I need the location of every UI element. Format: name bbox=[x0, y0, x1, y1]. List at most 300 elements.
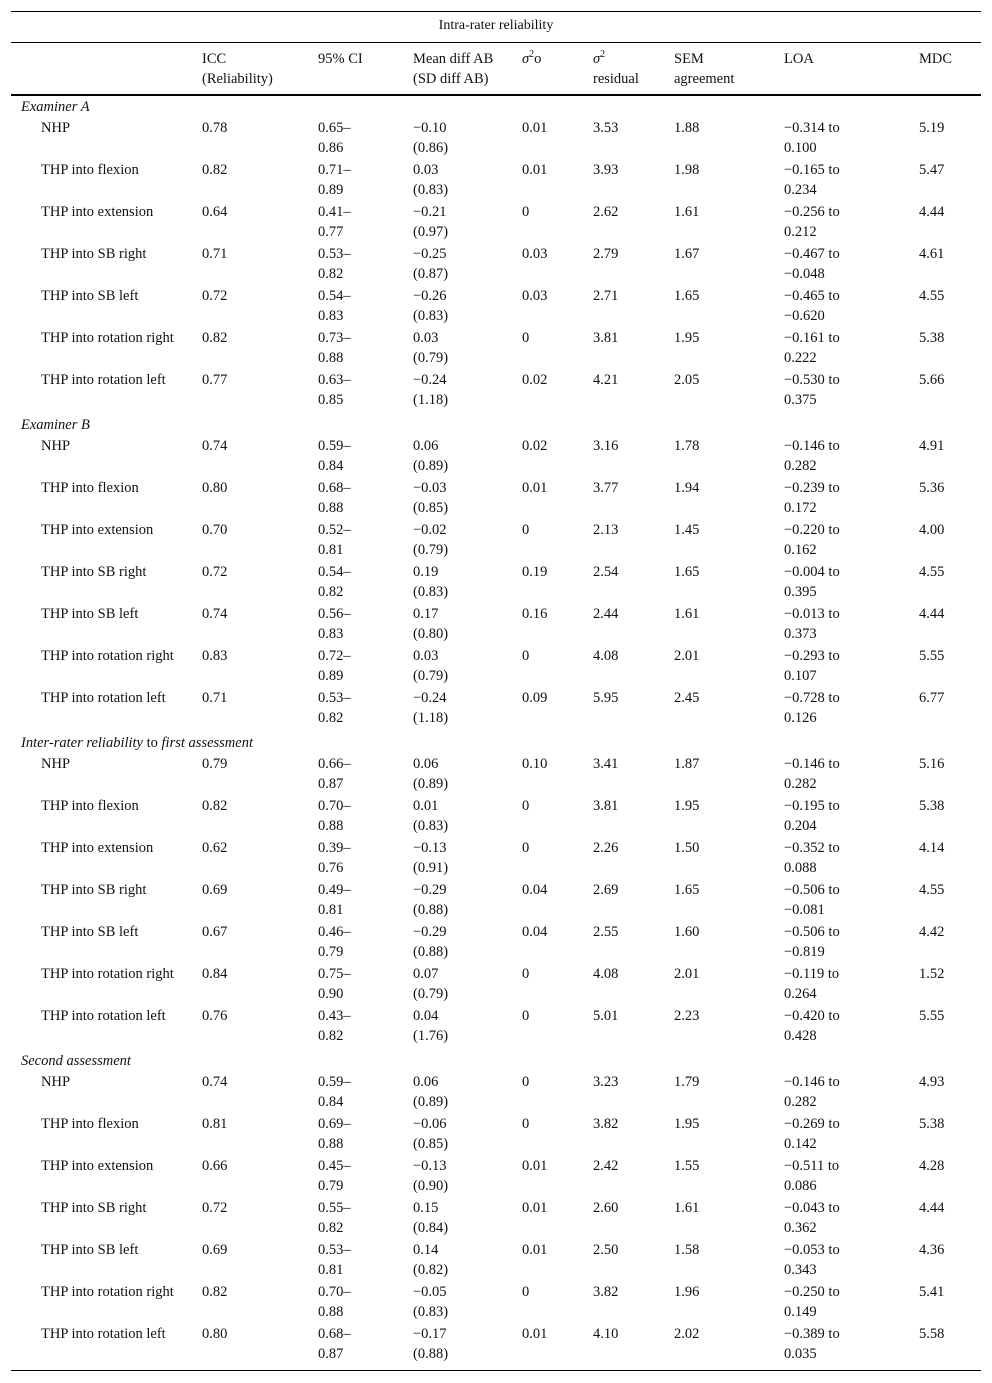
cell-md-line: 0.03 bbox=[413, 162, 439, 178]
cell-mdc: 4.61 bbox=[919, 246, 945, 262]
row-label: THP into extension bbox=[41, 204, 154, 220]
header-sem bbox=[674, 49, 734, 89]
cell-ci-line: 0.49– bbox=[318, 882, 351, 898]
cell-so: 0.01 bbox=[522, 162, 548, 178]
header-mean-diff-line2: (SD diff AB) bbox=[413, 71, 489, 87]
row-label: THP into extension bbox=[41, 1158, 154, 1174]
cell-sr: 5.95 bbox=[593, 690, 619, 706]
cell-loa-line: 0.343 bbox=[784, 1262, 817, 1278]
cell-md-line: (1.18) bbox=[413, 710, 449, 726]
row-label: NHP bbox=[41, 120, 71, 136]
cell-loa-line: −0.465 to bbox=[784, 288, 840, 304]
cell-loa-line: 0.204 bbox=[784, 818, 817, 834]
header-sigma-o-symbol: σ bbox=[522, 51, 530, 67]
cell-md bbox=[413, 244, 448, 284]
cell-md-line: −0.10 bbox=[413, 120, 447, 136]
cell-icc: 0.64 bbox=[202, 204, 228, 220]
cell-md bbox=[413, 1324, 448, 1364]
header-loa-line1: LOA bbox=[784, 51, 814, 67]
header-mdc-line1: MDC bbox=[919, 51, 953, 67]
cell-ci bbox=[318, 1198, 351, 1238]
cell-md bbox=[413, 688, 448, 728]
cell-mdc: 4.91 bbox=[919, 438, 945, 454]
cell-loa bbox=[784, 478, 840, 518]
row-label: NHP bbox=[41, 438, 71, 454]
cell-ci-line: 0.71– bbox=[318, 162, 351, 178]
section-title-text: Examiner A bbox=[21, 99, 90, 115]
cell-mdc: 4.28 bbox=[919, 1158, 945, 1174]
row-label: THP into SB left bbox=[41, 924, 139, 940]
cell-ci bbox=[318, 922, 351, 962]
row-label: THP into rotation right bbox=[41, 648, 174, 664]
cell-ci-line: 0.54– bbox=[318, 564, 351, 580]
cell-ci bbox=[318, 646, 351, 686]
header-mean-diff bbox=[413, 49, 493, 89]
cell-sr: 2.55 bbox=[593, 924, 619, 940]
cell-ci-line: 0.70– bbox=[318, 798, 351, 814]
cell-sr: 3.82 bbox=[593, 1116, 619, 1132]
header-mean-diff-line1: Mean diff AB bbox=[413, 51, 494, 67]
cell-ci-line: 0.81 bbox=[318, 542, 344, 558]
cell-loa-line: 0.373 bbox=[784, 626, 817, 642]
cell-icc: 0.69 bbox=[202, 1242, 228, 1258]
cell-so: 0.04 bbox=[522, 924, 548, 940]
cell-icc: 0.82 bbox=[202, 1284, 228, 1300]
row-label: THP into rotation left bbox=[41, 372, 166, 388]
cell-md-line: (0.89) bbox=[413, 1094, 449, 1110]
cell-sem: 1.61 bbox=[674, 1200, 700, 1216]
cell-loa bbox=[784, 370, 840, 410]
cell-ci bbox=[318, 796, 351, 836]
cell-md-line: (0.82) bbox=[413, 1262, 449, 1278]
cell-sr: 2.71 bbox=[593, 288, 619, 304]
row-label: NHP bbox=[41, 756, 71, 772]
cell-so: 0.03 bbox=[522, 246, 548, 262]
cell-ci-line: 0.66– bbox=[318, 756, 351, 772]
cell-loa-line: −0.420 to bbox=[784, 1008, 840, 1024]
cell-loa-line: −0.269 to bbox=[784, 1116, 840, 1132]
cell-sr: 2.50 bbox=[593, 1242, 619, 1258]
cell-loa bbox=[784, 436, 840, 476]
cell-ci-line: 0.81 bbox=[318, 902, 344, 918]
cell-loa-line: 0.282 bbox=[784, 1094, 817, 1110]
section-title-suffix: first assessment bbox=[161, 735, 253, 751]
cell-loa-line: −0.146 to bbox=[784, 438, 840, 454]
cell-loa-line: −0.220 to bbox=[784, 522, 840, 538]
cell-sr: 5.01 bbox=[593, 1008, 619, 1024]
cell-so: 0.01 bbox=[522, 120, 548, 136]
cell-sem: 1.61 bbox=[674, 204, 700, 220]
cell-md-line: (0.83) bbox=[413, 182, 449, 198]
section-title-connector: to bbox=[143, 735, 162, 751]
cell-icc: 0.84 bbox=[202, 966, 228, 982]
cell-sr: 4.08 bbox=[593, 966, 619, 982]
cell-mdc: 4.93 bbox=[919, 1074, 945, 1090]
cell-sem: 1.65 bbox=[674, 564, 700, 580]
cell-so: 0 bbox=[522, 966, 530, 982]
cell-mdc: 4.55 bbox=[919, 564, 945, 580]
cell-sem: 1.60 bbox=[674, 924, 700, 940]
cell-md-line: −0.13 bbox=[413, 1158, 447, 1174]
cell-ci-line: 0.87 bbox=[318, 776, 344, 792]
cell-ci-line: 0.41– bbox=[318, 204, 351, 220]
cell-ci-line: 0.72– bbox=[318, 648, 351, 664]
row-label: THP into flexion bbox=[41, 1116, 139, 1132]
cell-md bbox=[413, 922, 448, 962]
cell-ci bbox=[318, 286, 351, 326]
row-label: THP into flexion bbox=[41, 162, 139, 178]
cell-md-line: −0.03 bbox=[413, 480, 447, 496]
cell-mdc: 4.36 bbox=[919, 1242, 945, 1258]
cell-ci-line: 0.39– bbox=[318, 840, 351, 856]
cell-sr: 3.93 bbox=[593, 162, 619, 178]
cell-md bbox=[413, 1198, 448, 1238]
cell-ci-line: 0.53– bbox=[318, 246, 351, 262]
cell-mdc: 6.77 bbox=[919, 690, 945, 706]
cell-icc: 0.80 bbox=[202, 1326, 228, 1342]
cell-loa bbox=[784, 1240, 840, 1280]
cell-ci-line: 0.73– bbox=[318, 330, 351, 346]
cell-icc: 0.74 bbox=[202, 438, 228, 454]
cell-ci-line: 0.55– bbox=[318, 1200, 351, 1216]
cell-md-line: 0.15 bbox=[413, 1200, 439, 1216]
cell-ci-line: 0.84 bbox=[318, 458, 344, 474]
cell-ci-line: 0.88 bbox=[318, 1136, 344, 1152]
cell-mdc: 5.38 bbox=[919, 1116, 945, 1132]
cell-loa-line: −0.506 to bbox=[784, 924, 840, 940]
cell-sem: 2.01 bbox=[674, 648, 700, 664]
cell-sem: 1.67 bbox=[674, 246, 700, 262]
cell-loa-line: −0.239 to bbox=[784, 480, 840, 496]
cell-md-line: 0.01 bbox=[413, 798, 439, 814]
header-sigma-res-sup: 2 bbox=[600, 49, 606, 60]
cell-loa bbox=[784, 838, 840, 878]
cell-ci-line: 0.82 bbox=[318, 710, 344, 726]
cell-sem: 2.02 bbox=[674, 1326, 700, 1342]
cell-md-line: −0.29 bbox=[413, 924, 447, 940]
cell-ci bbox=[318, 604, 351, 644]
cell-loa-line: −0.161 to bbox=[784, 330, 840, 346]
cell-icc: 0.74 bbox=[202, 606, 228, 622]
cell-ci-line: 0.82 bbox=[318, 266, 344, 282]
cell-loa-line: 0.107 bbox=[784, 668, 817, 684]
cell-ci-line: 0.83 bbox=[318, 308, 344, 324]
section-title bbox=[21, 733, 253, 753]
cell-sr: 3.82 bbox=[593, 1284, 619, 1300]
cell-so: 0 bbox=[522, 1284, 530, 1300]
row-label: THP into SB left bbox=[41, 1242, 139, 1258]
cell-sr: 3.81 bbox=[593, 798, 619, 814]
cell-sr: 3.23 bbox=[593, 1074, 619, 1090]
cell-sem: 1.96 bbox=[674, 1284, 700, 1300]
cell-mdc: 4.44 bbox=[919, 204, 945, 220]
cell-md bbox=[413, 118, 448, 158]
cell-ci-line: 0.79 bbox=[318, 944, 344, 960]
cell-mdc: 4.42 bbox=[919, 924, 945, 940]
cell-md-line: (0.97) bbox=[413, 224, 449, 240]
section-title-text: Inter-rater reliability bbox=[21, 735, 143, 751]
cell-ci bbox=[318, 478, 351, 518]
cell-loa bbox=[784, 796, 840, 836]
cell-ci-line: 0.82 bbox=[318, 1220, 344, 1236]
cell-mdc: 5.19 bbox=[919, 120, 945, 136]
cell-ci-line: 0.56– bbox=[318, 606, 351, 622]
cell-mdc: 5.55 bbox=[919, 1008, 945, 1024]
cell-so: 0.01 bbox=[522, 480, 548, 496]
cell-md-line: (0.87) bbox=[413, 266, 449, 282]
cell-so: 0 bbox=[522, 330, 530, 346]
cell-ci-line: 0.84 bbox=[318, 1094, 344, 1110]
cell-md-line: −0.21 bbox=[413, 204, 447, 220]
cell-loa bbox=[784, 1282, 840, 1322]
cell-md bbox=[413, 646, 448, 686]
cell-ci-line: 0.68– bbox=[318, 480, 351, 496]
cell-loa-line: 0.126 bbox=[784, 710, 817, 726]
caption-rule bbox=[11, 42, 981, 43]
header-sigma-residual bbox=[593, 49, 639, 89]
cell-loa bbox=[784, 1006, 840, 1046]
row-label: THP into SB right bbox=[41, 882, 147, 898]
cell-md-line: −0.05 bbox=[413, 1284, 447, 1300]
cell-icc: 0.72 bbox=[202, 288, 228, 304]
cell-sem: 2.23 bbox=[674, 1008, 700, 1024]
cell-md bbox=[413, 880, 448, 920]
cell-loa-line: −0.004 to bbox=[784, 564, 840, 580]
cell-ci-line: 0.46– bbox=[318, 924, 351, 940]
cell-loa bbox=[784, 1072, 840, 1112]
cell-ci bbox=[318, 688, 351, 728]
cell-loa-line: 0.100 bbox=[784, 140, 817, 156]
cell-md-line: (0.85) bbox=[413, 1136, 449, 1152]
cell-icc: 0.62 bbox=[202, 840, 228, 856]
cell-sem: 1.98 bbox=[674, 162, 700, 178]
cell-sem: 1.65 bbox=[674, 882, 700, 898]
cell-sem: 1.65 bbox=[674, 288, 700, 304]
cell-md-line: −0.25 bbox=[413, 246, 447, 262]
row-label: THP into rotation left bbox=[41, 1008, 166, 1024]
cell-md-line: (0.88) bbox=[413, 1346, 449, 1362]
cell-ci-line: 0.63– bbox=[318, 372, 351, 388]
cell-loa bbox=[784, 646, 840, 686]
cell-md-line: (0.80) bbox=[413, 626, 449, 642]
cell-mdc: 5.38 bbox=[919, 798, 945, 814]
row-label: THP into SB right bbox=[41, 246, 147, 262]
cell-ci bbox=[318, 1282, 351, 1322]
cell-md-line: −0.06 bbox=[413, 1116, 447, 1132]
cell-so: 0 bbox=[522, 1008, 530, 1024]
cell-loa bbox=[784, 562, 840, 602]
header-icc bbox=[202, 49, 273, 89]
cell-loa-line: −0.081 bbox=[784, 902, 825, 918]
cell-ci bbox=[318, 880, 351, 920]
cell-ci-line: 0.43– bbox=[318, 1008, 351, 1024]
cell-loa bbox=[784, 754, 840, 794]
cell-md-line: (0.83) bbox=[413, 308, 449, 324]
cell-loa-line: −0.314 to bbox=[784, 120, 840, 136]
cell-sem: 1.45 bbox=[674, 522, 700, 538]
cell-md-line: 0.04 bbox=[413, 1008, 439, 1024]
cell-sr: 2.13 bbox=[593, 522, 619, 538]
cell-icc: 0.78 bbox=[202, 120, 228, 136]
cell-md bbox=[413, 202, 448, 242]
cell-md bbox=[413, 436, 448, 476]
cell-ci-line: 0.88 bbox=[318, 1304, 344, 1320]
cell-sem: 1.87 bbox=[674, 756, 700, 772]
cell-md-line: (0.86) bbox=[413, 140, 449, 156]
cell-sem: 1.95 bbox=[674, 1116, 700, 1132]
cell-ci bbox=[318, 1156, 351, 1196]
cell-loa-line: −0.250 to bbox=[784, 1284, 840, 1300]
cell-icc: 0.72 bbox=[202, 564, 228, 580]
cell-ci-line: 0.54– bbox=[318, 288, 351, 304]
section-title bbox=[21, 1051, 131, 1071]
cell-icc: 0.79 bbox=[202, 756, 228, 772]
cell-loa-line: 0.035 bbox=[784, 1346, 817, 1362]
cell-icc: 0.70 bbox=[202, 522, 228, 538]
cell-md bbox=[413, 754, 448, 794]
header-sigma-o-suffix: o bbox=[534, 51, 542, 67]
header-sigma-o-sup: 2 bbox=[529, 49, 535, 60]
cell-loa bbox=[784, 160, 840, 200]
header-mdc bbox=[919, 49, 952, 69]
table-caption: Intra-rater reliability bbox=[438, 18, 554, 33]
cell-icc: 0.80 bbox=[202, 480, 228, 496]
header-rule bbox=[11, 94, 981, 96]
cell-loa bbox=[784, 880, 840, 920]
cell-ci bbox=[318, 754, 351, 794]
cell-loa-line: −0.053 to bbox=[784, 1242, 840, 1258]
cell-md bbox=[413, 1156, 448, 1196]
header-sigma-o bbox=[522, 49, 541, 69]
cell-loa-line: 0.282 bbox=[784, 458, 817, 474]
cell-sem: 2.45 bbox=[674, 690, 700, 706]
cell-ci-line: 0.70– bbox=[318, 1284, 351, 1300]
cell-md-line: (0.83) bbox=[413, 1304, 449, 1320]
header-icc-line1: ICC bbox=[202, 51, 227, 67]
row-label: NHP bbox=[41, 1074, 71, 1090]
cell-md-line: −0.17 bbox=[413, 1326, 447, 1342]
cell-ci-line: 0.88 bbox=[318, 500, 344, 516]
cell-md-line: 0.03 bbox=[413, 330, 439, 346]
cell-md bbox=[413, 796, 448, 836]
cell-loa-line: 0.375 bbox=[784, 392, 817, 408]
cell-loa bbox=[784, 244, 840, 284]
cell-mdc: 5.41 bbox=[919, 1284, 945, 1300]
cell-md bbox=[413, 604, 448, 644]
cell-sr: 3.77 bbox=[593, 480, 619, 496]
cell-md-line: (0.89) bbox=[413, 776, 449, 792]
cell-loa-line: 0.142 bbox=[784, 1136, 817, 1152]
cell-so: 0.04 bbox=[522, 882, 548, 898]
cell-icc: 0.71 bbox=[202, 690, 228, 706]
cell-loa-line: −0.119 to bbox=[784, 966, 840, 982]
cell-md bbox=[413, 160, 448, 200]
cell-ci-line: 0.53– bbox=[318, 690, 351, 706]
cell-sr: 4.10 bbox=[593, 1326, 619, 1342]
cell-mdc: 5.36 bbox=[919, 480, 945, 496]
section-title-text: Second assessment bbox=[21, 1053, 131, 1069]
cell-icc: 0.66 bbox=[202, 1158, 228, 1174]
cell-so: 0.01 bbox=[522, 1158, 548, 1174]
cell-ci bbox=[318, 562, 351, 602]
cell-ci-line: 0.82 bbox=[318, 1028, 344, 1044]
cell-md-line: 0.06 bbox=[413, 1074, 439, 1090]
cell-loa-line: 0.362 bbox=[784, 1220, 817, 1236]
row-label: THP into rotation right bbox=[41, 330, 174, 346]
cell-md-line: (0.79) bbox=[413, 350, 449, 366]
cell-loa-line: −0.048 bbox=[784, 266, 825, 282]
cell-loa bbox=[784, 604, 840, 644]
cell-loa-line: −0.352 to bbox=[784, 840, 840, 856]
cell-so: 0.16 bbox=[522, 606, 548, 622]
header-loa bbox=[784, 49, 814, 69]
cell-loa bbox=[784, 1114, 840, 1154]
cell-loa bbox=[784, 1198, 840, 1238]
cell-loa-line: −0.195 to bbox=[784, 798, 840, 814]
cell-ci bbox=[318, 436, 351, 476]
cell-md-line: (0.90) bbox=[413, 1178, 449, 1194]
cell-mdc: 4.14 bbox=[919, 840, 945, 856]
row-label: THP into rotation right bbox=[41, 1284, 174, 1300]
cell-sem: 1.61 bbox=[674, 606, 700, 622]
cell-so: 0 bbox=[522, 1116, 530, 1132]
cell-ci-line: 0.88 bbox=[318, 350, 344, 366]
header-sigma-res-symbol: σ bbox=[593, 51, 601, 67]
cell-md-line: 0.14 bbox=[413, 1242, 439, 1258]
cell-sr: 3.81 bbox=[593, 330, 619, 346]
cell-sr: 4.08 bbox=[593, 648, 619, 664]
cell-mdc: 4.44 bbox=[919, 606, 945, 622]
cell-icc: 0.77 bbox=[202, 372, 228, 388]
header-icc-line2: (Reliability) bbox=[202, 71, 273, 87]
cell-icc: 0.82 bbox=[202, 798, 228, 814]
cell-md-line: (0.79) bbox=[413, 542, 449, 558]
cell-ci-line: 0.68– bbox=[318, 1326, 351, 1342]
cell-sem: 1.78 bbox=[674, 438, 700, 454]
cell-ci bbox=[318, 964, 351, 1004]
cell-ci-line: 0.65– bbox=[318, 120, 351, 136]
cell-so: 0.02 bbox=[522, 372, 548, 388]
row-label: THP into rotation left bbox=[41, 1326, 166, 1342]
cell-loa-line: 0.395 bbox=[784, 584, 817, 600]
cell-loa-line: −0.146 to bbox=[784, 1074, 840, 1090]
cell-ci-line: 0.75– bbox=[318, 966, 351, 982]
cell-loa-line: −0.819 bbox=[784, 944, 825, 960]
cell-icc: 0.81 bbox=[202, 1116, 228, 1132]
cell-sr: 3.41 bbox=[593, 756, 619, 772]
cell-sem: 1.88 bbox=[674, 120, 700, 136]
header-sem-line2: agreement bbox=[674, 71, 735, 87]
cell-mdc: 5.16 bbox=[919, 756, 945, 772]
cell-md-line: −0.26 bbox=[413, 288, 447, 304]
cell-ci-line: 0.79 bbox=[318, 1178, 344, 1194]
header-sem-line1: SEM bbox=[674, 51, 704, 67]
row-label: THP into rotation left bbox=[41, 690, 166, 706]
row-label: THP into SB right bbox=[41, 564, 147, 580]
cell-loa-line: −0.293 to bbox=[784, 648, 840, 664]
cell-sr: 2.42 bbox=[593, 1158, 619, 1174]
cell-sem: 1.95 bbox=[674, 330, 700, 346]
cell-ci-line: 0.82 bbox=[318, 584, 344, 600]
cell-md bbox=[413, 1072, 448, 1112]
cell-loa bbox=[784, 922, 840, 962]
cell-icc: 0.69 bbox=[202, 882, 228, 898]
cell-ci bbox=[318, 370, 351, 410]
cell-sr: 3.53 bbox=[593, 120, 619, 136]
cell-icc: 0.82 bbox=[202, 330, 228, 346]
section-title-text: Examiner B bbox=[21, 417, 90, 433]
cell-so: 0.09 bbox=[522, 690, 548, 706]
